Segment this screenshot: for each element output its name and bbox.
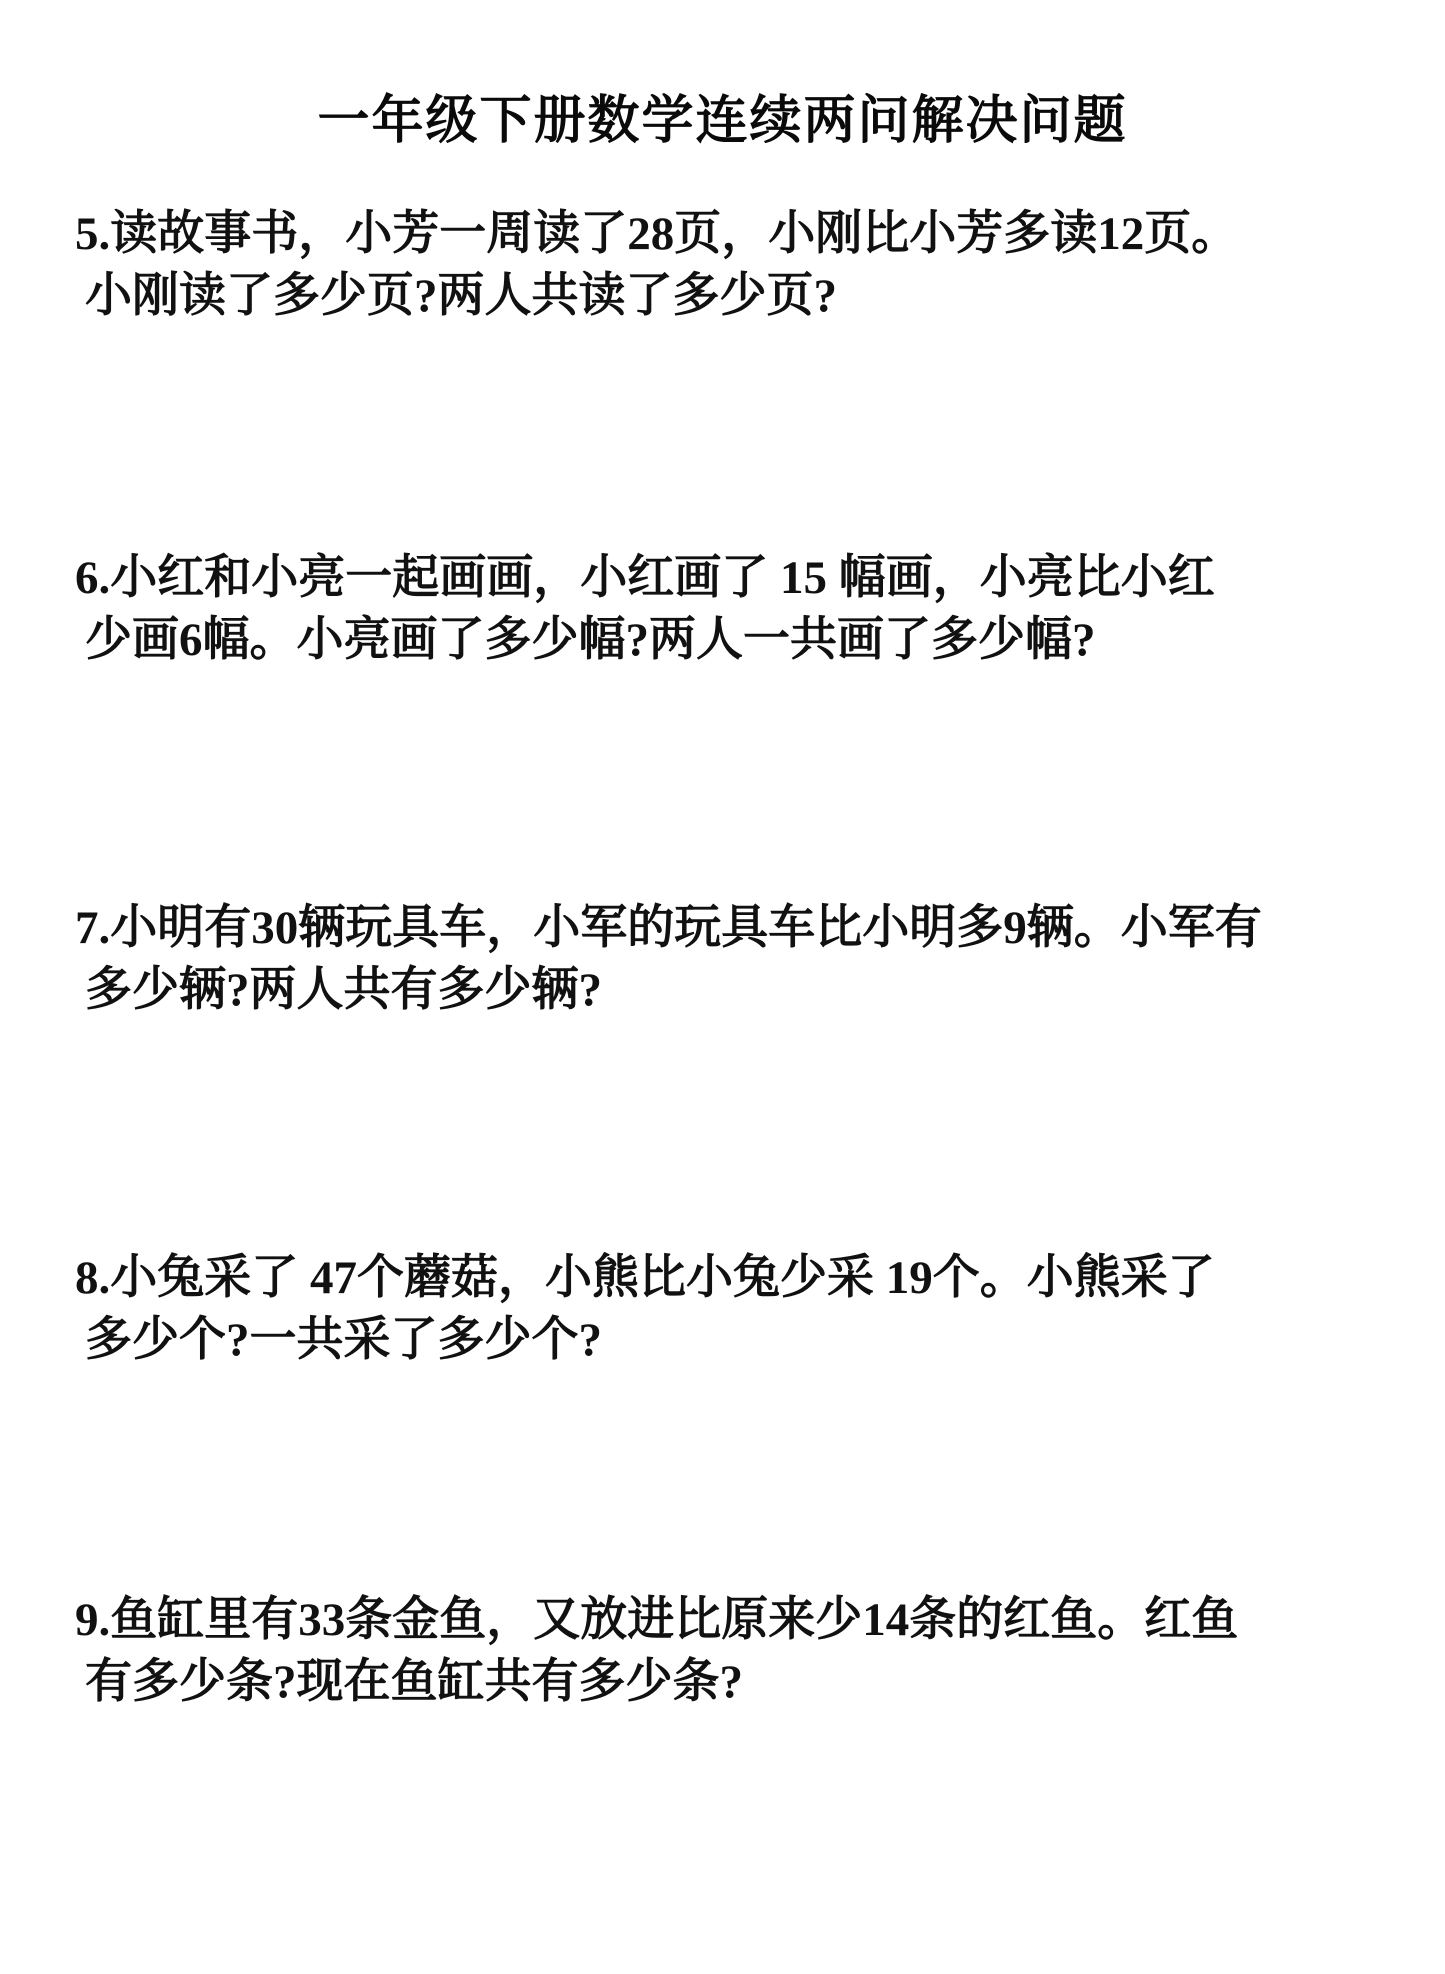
problem-5 — [75, 203, 1395, 327]
problem-7-line-1: 7.小明有30辆玩具车，小军的玩具车比小明多9辆。小军有 — [75, 902, 1262, 954]
problem-8-line-1: 8.小兔采了 47个蘑菇，小熊比小兔少采 19个。小熊采了 — [75, 1252, 1215, 1304]
problem-6-line-2: 少画6幅。小亮画了多少幅?两人一共画了多少幅? — [85, 614, 1096, 666]
problem-6-line-1: 6.小红和小亮一起画画，小红画了 15 幅画，小亮比小红 — [75, 552, 1215, 604]
problem-5-line-1: 5.读故事书，小芳一周读了28页，小刚比小芳多读12页。 — [75, 208, 1239, 260]
problem-7 — [75, 897, 1395, 1021]
problem-9 — [75, 1589, 1395, 1713]
problem-7-line-2: 多少辆?两人共有多少辆? — [85, 964, 602, 1016]
problem-9-line-1: 9.鱼缸里有33条金鱼，又放进比原来少14条的红鱼。红鱼 — [75, 1594, 1239, 1646]
problem-5-line-2: 小刚读了多少页?两人共读了多少页? — [85, 270, 837, 322]
problem-9-line-2: 有多少条?现在鱼缸共有多少条? — [85, 1656, 743, 1708]
problem-6 — [75, 547, 1395, 671]
page-title: 一年级下册数学连续两问解决问题 — [317, 93, 1128, 150]
problem-8 — [75, 1247, 1395, 1371]
problem-8-line-2: 多少个?一共采了多少个? — [85, 1314, 602, 1366]
